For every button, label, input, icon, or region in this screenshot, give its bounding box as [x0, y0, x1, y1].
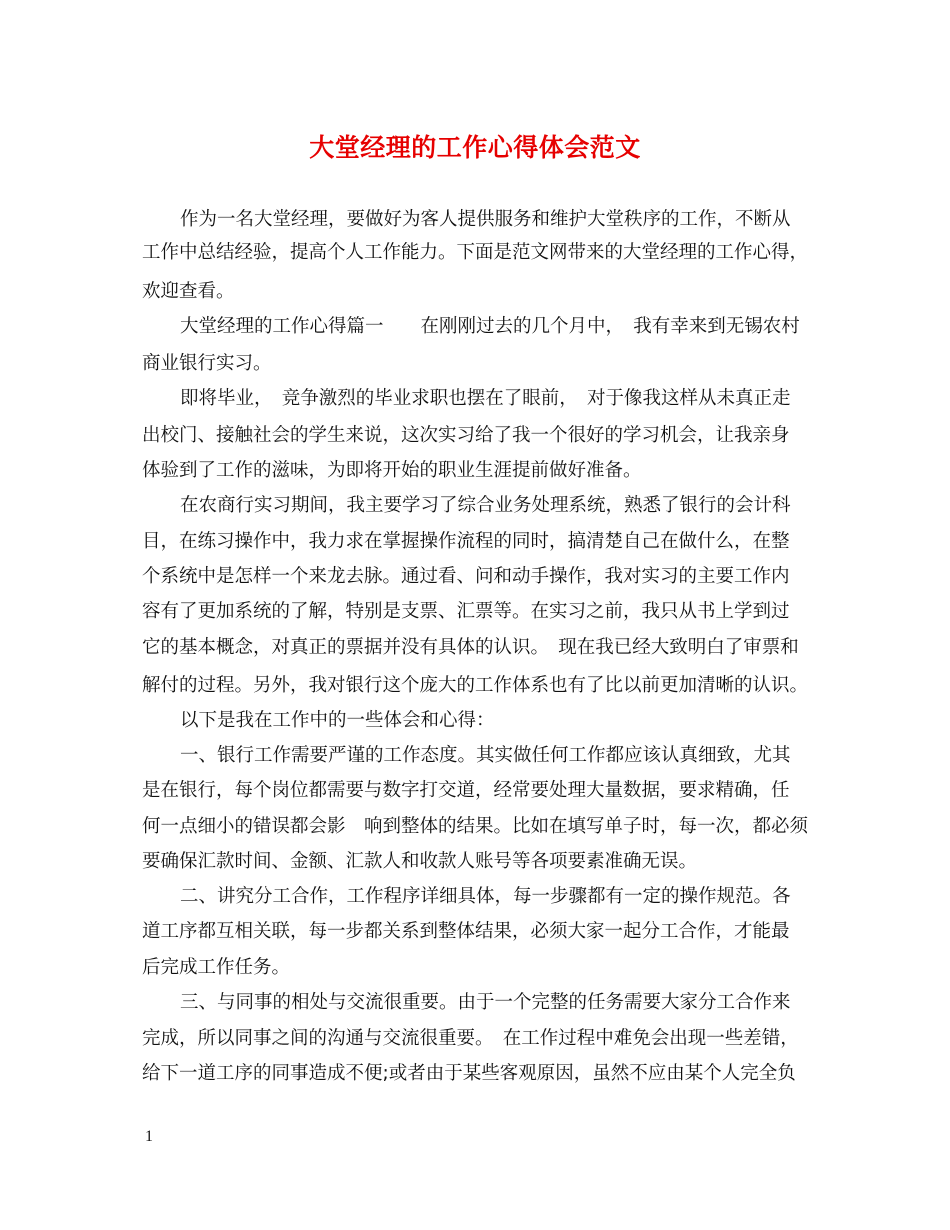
body-line-text: 完成，所以同事之间的沟通与交流很重要。 在工作过程中难免会出现一些差错，	[142, 1028, 799, 1049]
body-line	[0, 988, 950, 1018]
body-line	[0, 384, 950, 414]
body-line	[0, 706, 950, 736]
body-line-text: 即将毕业， 竞争激烈的毕业求职也摆在了眼前， 对于像我这样从未真正走	[180, 388, 791, 409]
body-line	[0, 562, 950, 592]
body-line	[0, 633, 950, 663]
body-line-text: 它的基本概念，对真正的票据并没有具体的认识。 现在我已经大致明白了审票和	[142, 637, 799, 658]
body-line	[0, 277, 950, 307]
body-line-text: 出校门、接触社会的学生来说，这次实习给了我一个很好的学习机会，让我亲身	[142, 425, 790, 446]
body-line	[0, 741, 950, 771]
body-line-text: 在农商行实习期间，我主要学习了综合业务处理系统，熟悉了银行的会计科	[180, 495, 791, 516]
body-line-text: 目，在练习操作中，我力求在掌握操作流程的同时，搞清楚自己在做什么，在整	[142, 531, 790, 552]
body-line	[0, 238, 950, 268]
body-line	[0, 527, 950, 557]
body-line	[0, 847, 950, 877]
body-line	[0, 349, 950, 379]
body-line	[0, 597, 950, 627]
body-line-text: 以下是我在工作中的一些体会和心得：	[180, 710, 495, 731]
body-line	[0, 953, 950, 983]
body-line-text: 二、讲究分工合作，工作程序详细具体，每一步骤都有一定的操作规范。各	[180, 886, 791, 907]
body-line-text: 容有了更加系统的了解，特别是支票、汇票等。在实习之前，我只从书上学到过	[142, 601, 790, 622]
body-line-text: 体验到了工作的滋味，为即将开始的职业生涯提前做好准备。	[142, 460, 642, 481]
body-line-text: 大堂经理的工作心得篇一 在刚刚过去的几个月中， 我有幸来到无锡农村	[180, 316, 800, 337]
body-line-text: 个系统中是怎样一个来龙去脉。通过看、问和动手操作，我对实习的主要工作内	[142, 566, 790, 587]
body-line	[0, 776, 950, 806]
body-line-text: 工作中总结经验，提高个人工作能力。下面是范文网带来的大堂经理的工作心得，	[142, 242, 808, 263]
body-line	[0, 205, 950, 235]
page-number: 1	[145, 1128, 153, 1145]
body-line-text: 后完成工作任务。	[142, 957, 291, 978]
body-line-text: 一、银行工作需要严谨的工作态度。其实做任何工作都应该认真细致，尤其	[180, 745, 791, 766]
document-title: 大堂经理的工作心得体会范文	[309, 133, 641, 162]
body-line	[0, 456, 950, 486]
body-line-text: 是在银行，每个岗位都需要与数字打交道，经常要处理大量数据，要求精确，任	[142, 780, 790, 801]
body-line-text: 欢迎查看。	[142, 281, 235, 302]
body-line	[0, 882, 950, 912]
body-line	[0, 1024, 950, 1054]
body-line	[0, 312, 950, 342]
body-line-text: 何一点细小的错误都会影 响到整体的结果。比如在填写单子时，每一次，都必须	[142, 816, 808, 837]
body-line-text: 道工序都互相关联，每一步都关系到整体结果，必须大家一起分工合作，才能最	[142, 921, 790, 942]
body-line	[0, 812, 950, 842]
body-line-text: 作为一名大堂经理，要做好为客人提供服务和维护大堂秩序的工作，不断从	[180, 209, 791, 230]
body-line-text: 解付的过程。另外，我对银行这个庞大的工作体系也有了比以前更加清晰的认识。	[142, 675, 808, 696]
body-line	[0, 917, 950, 947]
body-line	[0, 491, 950, 521]
body-line-text: 商业银行实习。	[142, 353, 272, 374]
body-line	[0, 421, 950, 451]
body-line	[0, 671, 950, 701]
body-line	[0, 1059, 950, 1089]
body-line-text: 要确保汇款时间、金额、汇款人和收款人账号等各项要素准确无误。	[142, 851, 698, 872]
body-line-text: 给下一道工序的同事造成不便;或者由于某些客观原因，虽然不应由某个人完全负	[142, 1063, 796, 1084]
body-line-text: 三、与同事的相处与交流很重要。由于一个完整的任务需要大家分工合作来	[180, 992, 791, 1013]
